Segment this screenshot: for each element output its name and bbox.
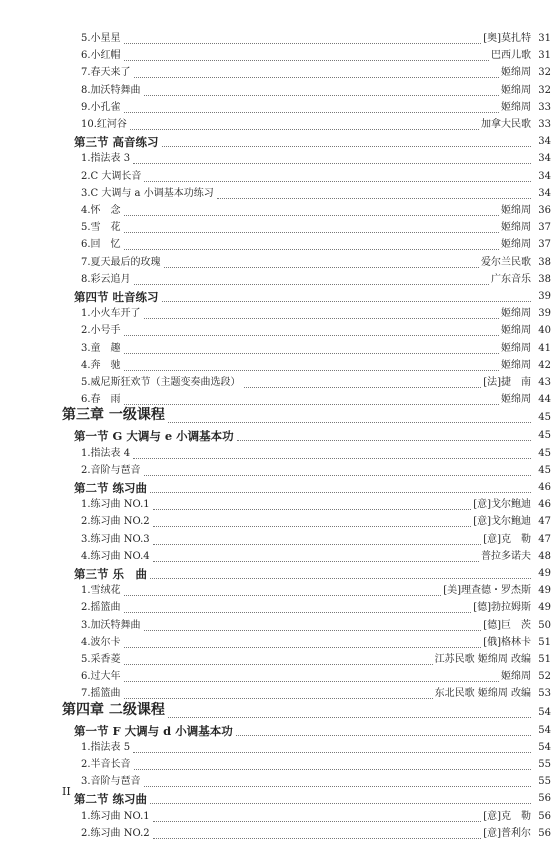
toc-entry-item	[0, 825, 560, 845]
toc-page-number: 47	[538, 533, 551, 545]
toc-label: 4.奔 驰	[81, 359, 121, 371]
toc-page-number: 56	[538, 810, 551, 822]
toc-page-number: 55	[538, 759, 551, 770]
toc-leader-dots	[237, 440, 531, 441]
toc-leader-dots	[124, 353, 499, 354]
toc-leader-dots	[153, 544, 481, 545]
toc-label: 4.怀 念	[81, 205, 121, 216]
toc-label: 1.雪绒花	[81, 585, 121, 597]
toc-author: 姬绵周	[501, 308, 531, 320]
toc-label: 第三章 一级课程	[62, 407, 165, 424]
toc-page-number: 56	[538, 793, 551, 805]
toc-page-number: 31	[538, 33, 551, 44]
toc-leader-dots	[150, 578, 531, 579]
toc-page-number: 45	[538, 430, 551, 442]
toc-author: 爱尔兰民歌	[481, 256, 531, 268]
toc-leader-dots	[150, 492, 531, 493]
toc-leader-dots	[130, 129, 479, 130]
toc-page-number: 49	[538, 602, 551, 614]
toc-label: 第三节 乐 曲	[74, 567, 148, 581]
toc-page-number: 41	[538, 342, 551, 354]
toc-page-number: 45	[538, 412, 551, 424]
toc-label: 5.威尼斯狂欢节（主题变奏曲选段）	[81, 377, 241, 388]
toc-author: [意]克 勒	[483, 810, 531, 822]
toc-leader-dots	[144, 318, 499, 319]
toc-author: 姬绵周	[501, 222, 531, 234]
toc-label: 6.春 雨	[81, 394, 121, 406]
toc-leader-dots	[133, 458, 531, 459]
toc-label: 7.夏天最后的玫瑰	[81, 256, 161, 268]
toc-author: 江苏民歌 姬绵周 改编	[434, 654, 531, 665]
toc-entry-chapter	[0, 703, 560, 723]
toc-label: 1.指法表 5	[81, 741, 131, 753]
toc-author: [奥]莫扎特	[483, 33, 531, 44]
toc-page-number: 39	[538, 308, 551, 320]
toc-label: 2.小号手	[81, 325, 121, 337]
toc-page-number: 46	[538, 482, 551, 493]
toc-page-number: 45	[538, 464, 551, 476]
toc-leader-dots	[217, 198, 531, 199]
toc-label: 3.加沃特舞曲	[81, 619, 141, 631]
toc-page-number: 54	[538, 741, 551, 753]
toc-page-number: 34	[538, 170, 551, 182]
toc-page-number: 34	[538, 153, 551, 165]
toc-leader-dots	[124, 232, 499, 233]
toc-label: 1.小火车开了	[81, 308, 141, 320]
toc-page-number: 33	[538, 119, 551, 130]
toc-page-number: 54	[538, 706, 551, 718]
toc-page-number: 49	[538, 585, 551, 597]
toc-leader-dots	[144, 475, 531, 476]
toc-label: 7.摇篮曲	[81, 688, 121, 700]
toc-page-number: 52	[538, 671, 551, 683]
toc-page-number: 42	[538, 359, 551, 371]
toc-author: 姬绵周	[501, 67, 531, 79]
toc-page-number: 39	[538, 291, 551, 302]
toc-label: 8.彩云追月	[81, 273, 131, 285]
toc-page-number: 43	[538, 377, 551, 388]
toc-leader-dots	[124, 370, 499, 371]
toc-page-number: 38	[538, 273, 551, 285]
toc-page-number: 31	[538, 50, 551, 62]
toc-entry-chapter	[0, 408, 560, 428]
toc-label: 6.回 忆	[81, 239, 121, 251]
toc-leader-dots	[144, 630, 481, 631]
toc-leader-dots	[134, 284, 489, 285]
toc-label: 2.练习曲 NO.2	[81, 827, 150, 839]
toc-leader-dots	[144, 786, 531, 787]
toc-author: 加拿大民歌	[481, 119, 531, 130]
toc-label: 第二节 练习曲	[74, 792, 148, 807]
toc-page-number: 33	[538, 101, 551, 113]
toc-leader-dots	[134, 77, 499, 78]
toc-label: 7.春天来了	[81, 67, 131, 79]
toc-page-number: 51	[538, 636, 551, 648]
toc-label: 6.过大年	[81, 671, 121, 683]
toc-page-number: 54	[538, 724, 551, 736]
toc-leader-dots	[133, 752, 531, 753]
toc-label: 第四节 吐音练习	[74, 290, 159, 304]
toc-page-number: 32	[538, 84, 551, 96]
toc-author: [意]戈尔鲍迪	[473, 516, 531, 528]
toc-label: 2.练习曲 NO.2	[81, 516, 150, 528]
toc-page-number: 32	[538, 67, 551, 79]
toc-label: 8.加沃特舞曲	[81, 84, 141, 96]
toc-author: 姬绵周	[501, 671, 531, 683]
toc-author: [意]克 勒	[483, 533, 531, 545]
toc-leader-dots	[133, 163, 531, 164]
toc-leader-dots	[153, 821, 481, 822]
toc-label: 6.小红帽	[81, 50, 121, 62]
toc-label: 第四章 二级课程	[62, 701, 165, 718]
toc-leader-dots	[124, 215, 499, 216]
toc-leader-dots	[168, 422, 531, 423]
toc-author: 广东音乐	[491, 273, 531, 285]
toc-label: 10.红河谷	[81, 119, 127, 130]
toc-page-number: 47	[538, 516, 551, 528]
toc-page-number: 55	[538, 776, 551, 788]
toc-author: 姬绵周	[501, 359, 531, 371]
toc-page-number: 51	[538, 654, 551, 665]
toc-author: 姬绵周	[501, 205, 531, 216]
toc-leader-dots	[124, 664, 433, 665]
toc-page-number: 34	[538, 187, 551, 199]
toc-leader-dots	[162, 146, 531, 147]
toc-label: 3.童 趣	[81, 342, 121, 354]
toc-label: 1.练习曲 NO.1	[81, 499, 150, 511]
toc-author: 姬绵周	[501, 394, 531, 406]
toc-leader-dots	[124, 112, 499, 113]
toc-author: [法]捷 南	[483, 377, 531, 388]
page-number: II	[62, 785, 71, 798]
toc-leader-dots	[153, 561, 479, 562]
toc-label: 第二节 练习曲	[74, 481, 148, 495]
toc-page-number: 34	[538, 136, 551, 148]
toc-leader-dots	[236, 735, 531, 736]
toc-leader-dots	[124, 249, 499, 250]
toc-page-number: 38	[538, 256, 551, 268]
toc-leader-dots	[150, 803, 531, 804]
toc-label: 3.C 大调与 a 小调基本功练习	[81, 187, 214, 199]
toc-page-number: 50	[538, 619, 551, 631]
toc-page-number: 53	[538, 688, 551, 700]
toc-leader-dots	[124, 698, 433, 699]
toc-leader-dots	[124, 595, 441, 596]
toc-label: 2.摇篮曲	[81, 602, 121, 614]
toc-label: 1.指法表 4	[81, 447, 131, 459]
toc-author: [意]普利尔	[483, 827, 531, 839]
toc-label: 2.音阶与琶音	[81, 464, 141, 476]
toc-page-number: 48	[538, 550, 551, 562]
toc-leader-dots	[124, 43, 481, 44]
toc-page-number: 44	[538, 394, 551, 406]
toc-label: 1.练习曲 NO.1	[81, 810, 150, 822]
toc-leader-dots	[124, 404, 499, 405]
toc-author: 姬绵周	[501, 101, 531, 113]
toc-label: 3.练习曲 NO.3	[81, 533, 150, 545]
toc-label: 4.练习曲 NO.4	[81, 550, 150, 562]
toc-leader-dots	[164, 267, 479, 268]
toc-leader-dots	[124, 681, 499, 682]
toc-author: 姬绵周	[501, 342, 531, 354]
toc-leader-dots	[153, 509, 471, 510]
toc-author: 姬绵周	[501, 239, 531, 251]
toc-label: 5.采香菱	[81, 654, 121, 665]
toc-leader-dots	[144, 95, 499, 96]
toc-page-number: 37	[538, 222, 551, 234]
toc-label: 3.音阶与琶音	[81, 776, 141, 788]
toc-leader-dots	[124, 612, 471, 613]
toc-label: 1.指法表 3	[81, 153, 131, 165]
toc-leader-dots	[144, 181, 531, 182]
toc-label: 第一节 G 大调与 e 小调基本功	[74, 429, 234, 444]
toc-author: [美]理查德・罗杰斯	[443, 585, 531, 597]
toc-leader-dots	[162, 301, 531, 302]
toc-label: 5.小星星	[81, 33, 121, 44]
toc-page-number: 45	[538, 447, 551, 459]
toc-author: 东北民歌 姬绵周 改编	[434, 688, 531, 700]
toc-page-number: 56	[538, 827, 551, 839]
toc-author: 巴西儿歌	[491, 50, 531, 62]
toc-author: [俄]格林卡	[483, 636, 531, 648]
toc-page-number: 49	[538, 568, 551, 579]
toc-leader-dots	[153, 838, 481, 839]
toc-leader-dots	[168, 717, 531, 718]
toc-leader-dots	[124, 335, 499, 336]
toc-leader-dots	[153, 526, 471, 527]
toc-author: [德]巨 茨	[483, 619, 531, 631]
toc-label: 第三节 高音练习	[74, 135, 159, 150]
toc-author: 普拉多诺夫	[481, 550, 531, 562]
toc-label: 第一节 F 大调与 d 小调基本功	[74, 723, 233, 738]
toc-page-number: 37	[538, 239, 551, 251]
toc-label: 5.雪 花	[81, 222, 121, 234]
toc-author: 姬绵周	[501, 84, 531, 96]
toc-label: 2.半音长音	[81, 759, 131, 770]
toc-leader-dots	[124, 60, 489, 61]
toc-leader-dots	[244, 387, 481, 388]
toc-page-number: 40	[538, 325, 551, 337]
toc-leader-dots	[134, 769, 531, 770]
toc-label: 9.小孔雀	[81, 101, 121, 113]
toc-leader-dots	[124, 647, 481, 648]
toc-author: [意]戈尔鲍迪	[473, 499, 531, 511]
toc-label: 2.C 大调长音	[81, 170, 142, 182]
toc-author: [德]勃拉姆斯	[473, 602, 531, 614]
toc-label: 4.波尔卡	[81, 636, 121, 648]
toc-author: 姬绵周	[501, 325, 531, 337]
toc-page-number: 36	[538, 205, 551, 216]
toc-page-number: 46	[538, 499, 551, 511]
